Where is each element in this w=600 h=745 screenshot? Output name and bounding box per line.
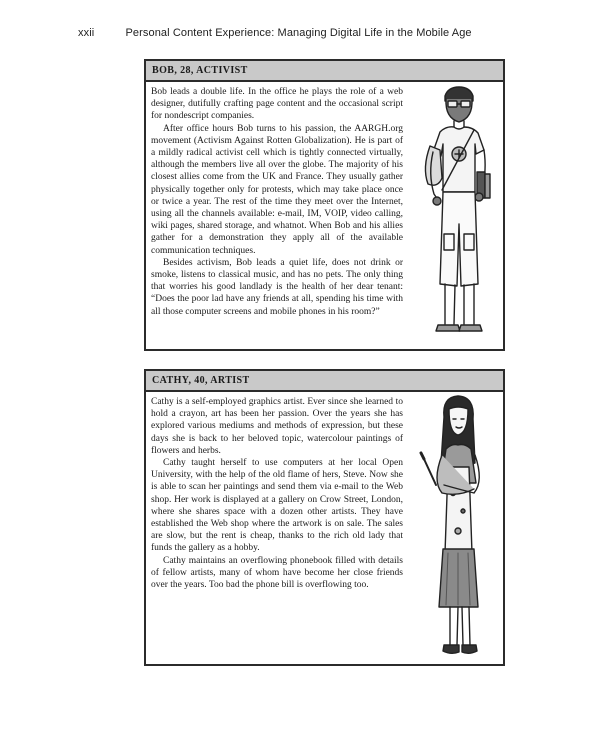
persona-paragraph: Cathy maintains an overflowing phonebook filled with details of fellow artists, many of whom have become her close friends over the years. Too bad the phone bill is overflowing too. bbox=[151, 555, 403, 591]
persona-text bbox=[151, 396, 403, 591]
persona-paragraph: Cathy is a self-employed graphics artist. Ever since she learned to hold a crayon, art has been her passion. Over the years she has explored various mediums and methods of expression, but these days she is back to her beloved topic, watercolour paintings of flowers and herbs. bbox=[151, 397, 403, 456]
page-number: xxii bbox=[78, 27, 95, 39]
bob-illustration bbox=[416, 84, 502, 346]
persona-heading: CATHY, 40, ARTIST bbox=[146, 371, 503, 392]
book-title: Personal Content Experience: Managing Digital Life in the Mobile Age bbox=[125, 27, 472, 39]
running-head bbox=[78, 27, 472, 39]
persona-heading: BOB, 28, ACTIVIST bbox=[146, 61, 503, 82]
persona-paragraph: Cathy taught herself to use computers at her local Open University, with the help of the old flame of hers, Steve. Now she is able to scan her paintings and send them via e-mail to the Web shop. Her work is displayed at a gallery on Crow Street, London, where she shares space with a dozen other artists. They have established the Web shop where the artwork is on sale. The sales are slow, but the rent is cheap, thanks to the rich old lady that funds the gallery as a hobby. bbox=[151, 458, 403, 554]
persona-box-cathy bbox=[144, 369, 505, 666]
persona-paragraph: Besides activism, Bob leads a quiet life, does not drink or smoke, listens to classical music, and has no pets. The only thing that worries his good landlady is the health of her dear tenant: “Does the poor lad have any friends at all, spending his time with all those computer screens and mobile phones in his room?” bbox=[151, 257, 403, 317]
cathy-illustration bbox=[418, 393, 498, 663]
persona-paragraph: Bob leads a double life. In the office he plays the role of a web designer, dutifully crafting page content and the occasional script for nondescript companies. bbox=[151, 87, 403, 122]
persona-box-bob bbox=[144, 59, 505, 351]
persona-paragraph: After office hours Bob turns to his passion, the AARGH.org movement (Activism Against Rotten Globalization). He is part of a mildly radical activist cell which is tightly connected virtually, although the members live all over the globe. The majority of his closest allies come from the UK and France. They usually gather physically together only for protests, which may take place once or twice a year. The rest of the time they meet over the Internet, using all the channels available: e-mail, IM, VOIP, video calling, wiki pages, shared storage, and whatnot. When Bob and his allies gather for a demonstration they apply all of the available communication techniques. bbox=[151, 123, 403, 256]
persona-text bbox=[151, 86, 403, 318]
